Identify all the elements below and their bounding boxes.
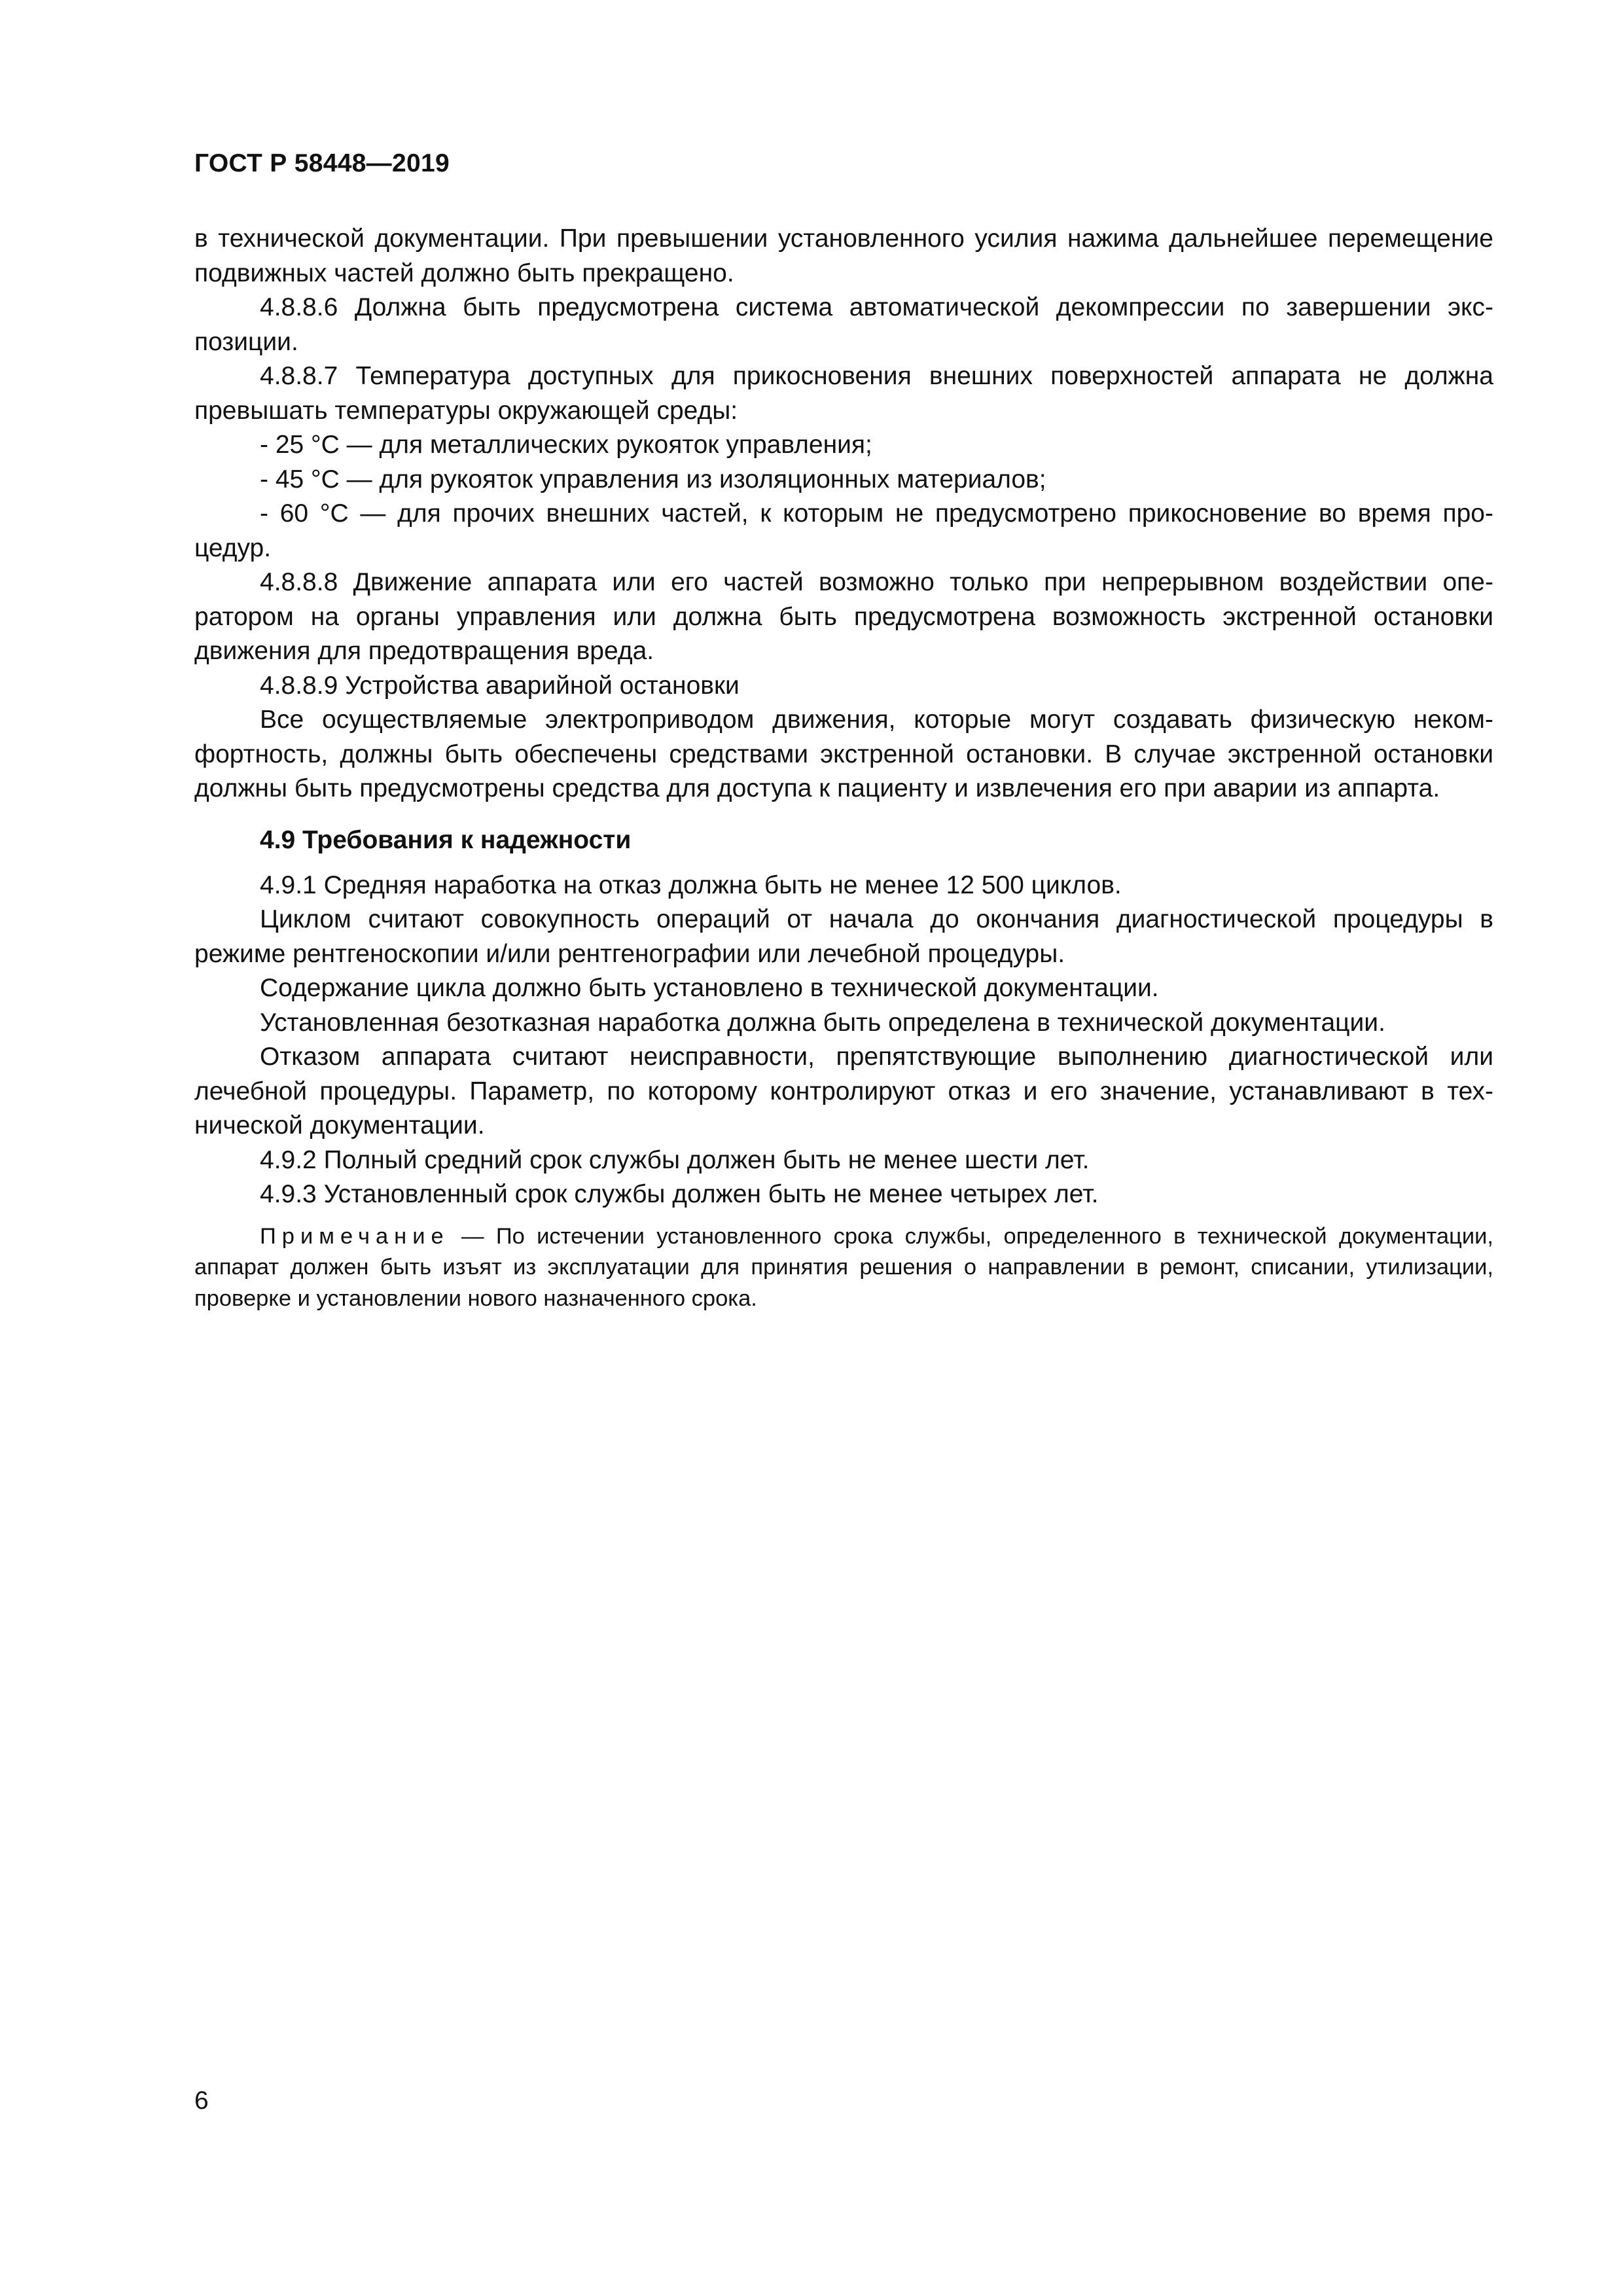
list-item: - 25 °С — для металлических рукояток управления; [260,431,872,459]
paragraph-cycle-content: Содержание цикла должно быть установлено в технической документации. [260,974,1159,1002]
paragraph-4-9-2: 4.9.2 Полный средний срок службы должен быть не менее шести лет. [260,1145,1090,1174]
paragraph-4-8-8-9: 4.8.8.9 Устройства аварийной остановки [260,671,740,700]
section-heading-4-9: 4.9 Требования к надежности [260,825,632,854]
note-text: — По истечении установленного срока службы, определенного в технической документации, аппарат должен быть изъят из эксплуатации для принятия решения о направлении в ремонт, списании, утилизации, проверке и установлении нового назначенного срока. [194,1223,1493,1311]
paragraph-cycle-definition: Циклом считают совокупность операций от начала до окончания диагностической процедуры в режиме рентгеноскопии и/или рентгенографии или лечебной процедуры. [194,905,1493,968]
paragraph-failure-definition: Отказом аппарата считают неисправности, препятствующие выполнению диагностической или лечебной процедуры. Параметр, по которому контролируют отказ и его значение, устанавливают в технической документации. [194,1043,1493,1139]
list-item: - 60 °С — для прочих внешних частей, к которым не предусмотрено прикосновение во время процедур. [194,499,1493,562]
paragraph-4-8-8-6: 4.8.8.6 Должна быть предусмотрена система автоматической декомпрессии по завершении экспозиции. [194,293,1493,356]
paragraph-continuation: в технической документации. При превышении установленного усилия нажима дальнейшее перемещение подвижных частей должно быть прекращено. [194,224,1493,287]
list-item: - 45 °С — для рукояток управления из изоляционных материалов; [260,465,1046,493]
document-body [194,222,1493,1314]
paragraph-failure-free: Установленная безотказная наработка должна быть определена в технической документации. [260,1008,1385,1037]
note [194,1221,1493,1315]
paragraph-4-9-3: 4.9.3 Установленный срок службы должен быть не менее четырех лет. [260,1180,1099,1208]
paragraph-4-8-8-8: 4.8.8.8 Движение аппарата или его частей возможно только при непрерывном воздействии оператором на органы управления или должна быть предусмотрена возможность экстренной остановки движения для предотвращения вреда. [194,568,1493,665]
paragraph-4-8-8-7: 4.8.8.7 Температура доступных для прикосновения внешних поверхностей аппарата не должна превышать температуры окружающей среды: [194,362,1493,425]
document-header: ГОСТ Р 58448—2019 [194,149,450,177]
note-label: Примечание [260,1223,450,1249]
paragraph-4-9-1: 4.9.1 Средняя наработка на отказ должна быть не менее 12 500 циклов. [260,870,1122,899]
paragraph-emergency-stop: Все осуществляемые электроприводом движения, которые могут создавать физическую некомфортность, должны быть обеспечены средствами экстренной остановки. В случае экстренной остановки должны быть предусмотрены средства для доступа к пациенту и извлечения его при аварии из аппарта. [194,706,1493,802]
page-number: 6 [194,2087,209,2115]
